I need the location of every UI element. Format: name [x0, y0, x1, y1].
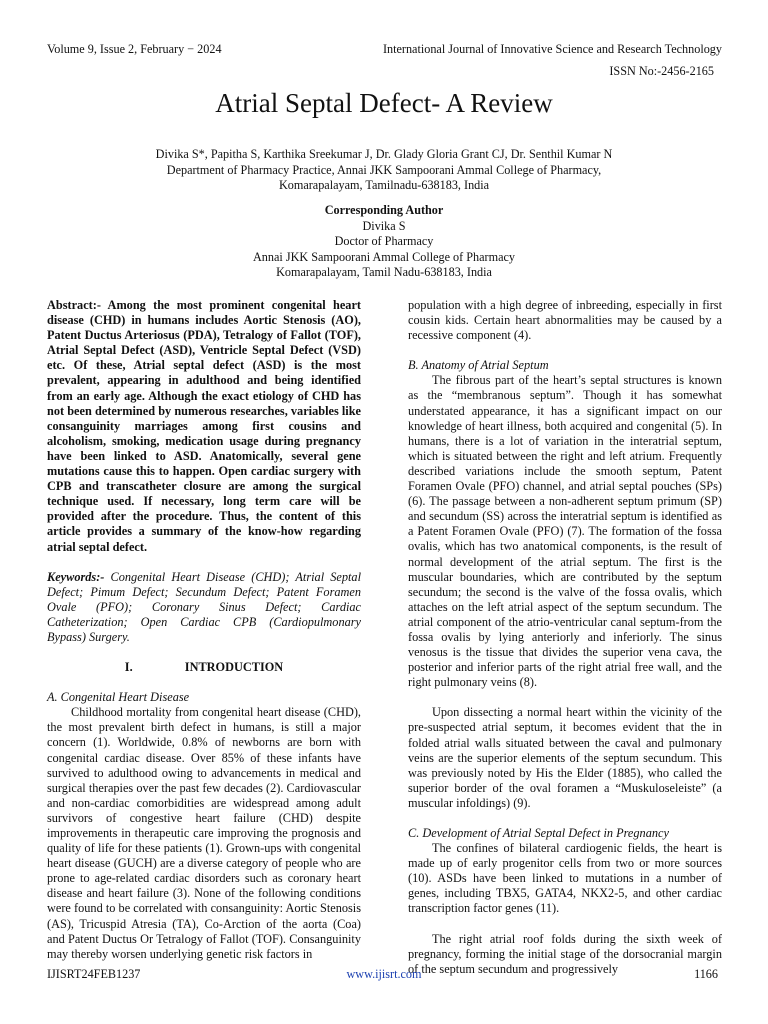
left-column	[47, 298, 361, 962]
corresponding-label: Corresponding Author	[324, 203, 444, 217]
keywords-text: Congenital Heart Disease (CHD); Atrial Septal Defect; Pimum Defect; Secundum Defect; Patent Foramen Ovale (PFO); Coronary Sinus Defect; Cardiac Catheterization; Open Cardiac CPB (Cardiopulmonary Bypass) Surgery.	[47, 569, 361, 644]
section-title: INTRODUCTION	[184, 660, 284, 675]
paper-title: Atrial Septal Defect- A Review	[215, 88, 553, 118]
paragraph: The right atrial roof folds during the sixth week of pregnancy, forming the initial stage of the dorsocranial margin of the septum secundum and progressively	[408, 931, 722, 976]
author-names: Divika S*, Papitha S, Karthika Sreekumar J, Dr. Glady Gloria Grant CJ, Dr. Senthil Kumar N	[155, 147, 613, 161]
page-number: 1166	[694, 967, 718, 981]
subheading-congenital-heart-disease: A. Congenital Heart Disease	[47, 690, 190, 705]
subheading-anatomy-of-atrial-septum: B. Anatomy of Atrial Septum	[408, 358, 549, 373]
author-address: Komarapalayam, Tamilnadu-638183, India	[278, 178, 490, 192]
corresponding-name: Divika S	[362, 218, 406, 233]
keywords-label: Keywords:-	[47, 569, 105, 584]
paragraph: The confines of bilateral cardiogenic fields, the heart is made up of early progenitor cells from two or more sources (10). ASDs have been linked to mutations in a number of genes, including TBX5, GATA4, NKX2-5, and other cardiac transcription factor genes (11).	[408, 841, 722, 916]
author-department: Department of Pharmacy Practice, Annai JKK Sampoorani Ammal College of Pharmacy,	[166, 162, 602, 177]
right-column	[408, 298, 722, 977]
corresponding-author-block	[0, 203, 768, 281]
section-heading-introduction	[47, 660, 361, 675]
running-header-right: International Journal of Innovative Science and Research Technology	[382, 42, 722, 56]
abstract: Abstract:- Among the most prominent congenital heart disease (CHD) in humans includes Aortic Stenosis (AO), Patent Ductus Arteriosus (PDA), Tetralogy of Fallot (TOF), Atrial Septal Defect (ASD), Ventricle Septal Defect (VSD) etc. Of these, Atrial septal defect (ASD) is the most prevalent, appearing in adulthood and being identified from an early age. Although the exact etiology of CHD has not been determined by numerous researches, variables like consanguinity marriages among first cousins and alcoholism, smoking, medication usage during pregnancy have been linked to ASD. Anatomically, several gene mutations cause this to happen. Open cardiac surgery with CPB and transcatheter closure are among the surgical technique used. If necessary, long term care will be provided after the procedure. Thus, the content of this article provides a summary of the know-how regarding atrial septal defect.	[47, 298, 361, 554]
paragraph: The fibrous part of the heart’s septal structures is known as the “membranous septum”. Though it has somewhat understated appearance, it has a significant impact on our knowledge of heart illness, both acquired and congenital (5). In humans, there is a lot of variation in the interatrial septum, which is situated between the right and left atrium. Frequently described variations include the smooth septum, Patent Foramen Ovale (PFO) channel, and atrial septal pouches (SPs) (6). The passage between a non-adherent septum primum (SP) and secundum (SS) across the interatrial septum is identified as a Patent Foramen Ovale (PFO) (7). The formation of the fossa ovalis, which has two anatomical components, is the result of normal development of the atrial septum. The first is the muscular boundaries, which are contributed by the septum secundum; the second is the valve of the fossa ovalis, which attaches on the left atrial aspect of the septum secundum. The atrial component of the atrio-ventricular canal septum-from the fossa ovalis by lying anteriorly and inferiorly. The sinus venosus is the tissue that divides the superior vena cava, the posterior and inferior parts of the right atrial free wall, and the right pulmonary veins (8).	[408, 373, 722, 690]
corresponding-address: Komarapalayam, Tamil Nadu-638183, India	[276, 265, 492, 279]
paragraph: population with a high degree of inbreeding, especially in first cousin kids. Certain heart abnormalities may be caused by a recessive component (4).	[408, 298, 722, 343]
issn: ISSN No:-2456-2165	[609, 64, 714, 78]
section-number: I.	[124, 660, 133, 675]
paragraph: Upon dissecting a normal heart within the vicinity of the pre-suspected atrial septum, it becomes evident that the in folded atrial walls situated between the caval and pulmonary veins are the superior elements of the septum secundum. This was previously noted by His the Elder (1885), who called the superior border of the oval foramen a “Muskuloseleiste” (a muscular infoldings) (9).	[408, 705, 722, 810]
subheading-development-of-asd: C. Development of Atrial Septal Defect in Pregnancy	[408, 826, 669, 840]
footer-website-link[interactable]: www.ijisrt.com	[346, 967, 422, 981]
corresponding-degree: Doctor of Pharmacy	[334, 234, 434, 248]
footer-article-id: IJISRT24FEB1237	[47, 967, 141, 981]
running-header-left: Volume 9, Issue 2, February − 2024	[47, 42, 222, 56]
authors-block	[0, 147, 768, 194]
corresponding-college: Annai JKK Sampoorani Ammal College of Pharmacy	[253, 249, 515, 264]
keywords	[47, 570, 361, 645]
paragraph: Childhood mortality from congenital heart disease (CHD), the most prevalent birth defect in humans, is still a major concern (1). Worldwide, 0.8% of newborns are born with congenital cardiac disease. Over 85% of these infants have survived to adulthood owing to advancements in medical and surgical therapies over the past few decades (2). Cardiovascular and non-cardiac comorbidities are widespread among adult survivors of congestive heart failure (CHD) despite improvements in therapeutic care improving the prognosis and quality of life for these patients (1). Grown-ups with congenital heart disease (GUCH) are a diverse category of people who are prone to age-related cardiac disorders such as coronary heart disease and heart failure (3). None of the following conditions were found to be correlated with consanguinity: Aortic Stenosis (AS), Tricuspid Atresia (TA), Co-Arction of the aorta (Coa) and Patent Ductus Or Tetralogy of Fallot (TOF). Consanguinity may thereby worsen underlying genetic risk factors in	[47, 705, 361, 961]
